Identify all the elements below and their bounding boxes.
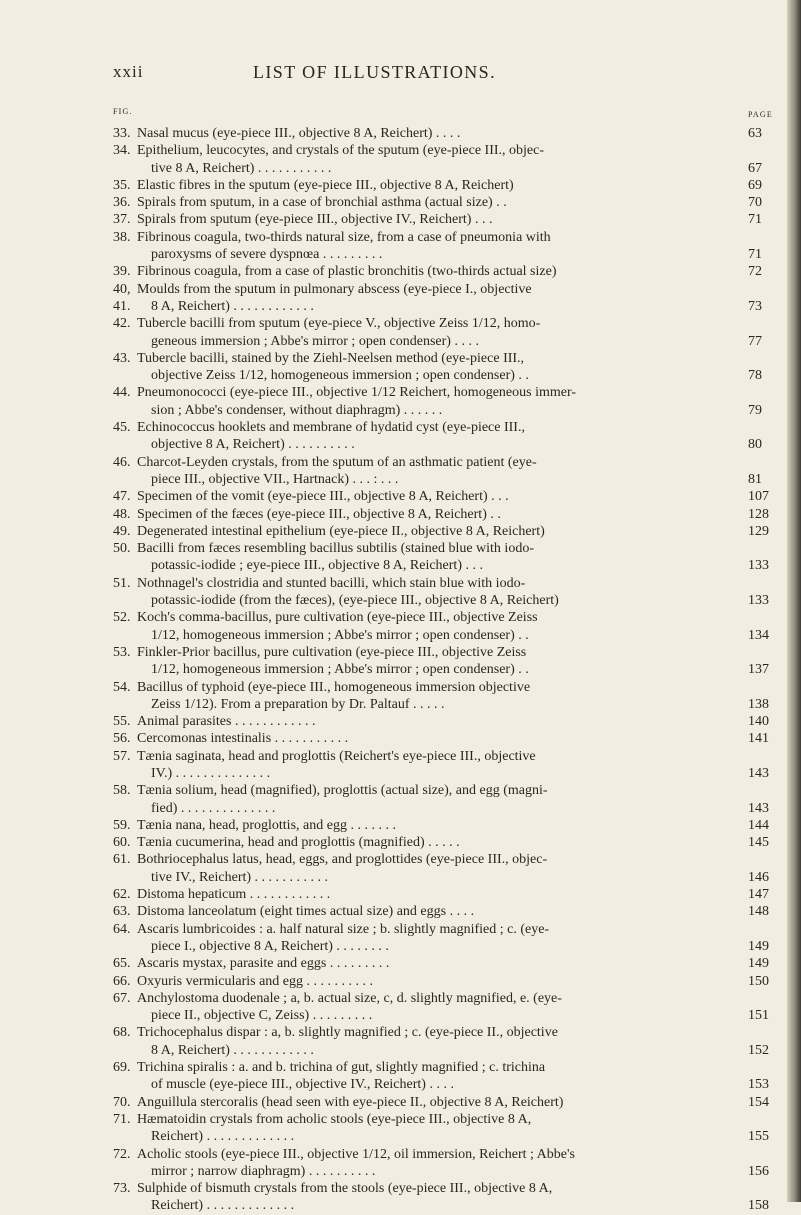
page-number: 144 bbox=[748, 817, 769, 833]
page-number: 149 bbox=[748, 938, 769, 954]
caption-line: Animal parasites . . . . . . . . . . . . bbox=[137, 714, 316, 730]
page-number: 156 bbox=[748, 1163, 769, 1179]
caption-line: Charcot-Leyden crystals, from the sputum of an asthmatic patient (eye- bbox=[137, 454, 537, 470]
page-number: 140 bbox=[748, 714, 769, 730]
figure-number: 53. bbox=[113, 644, 131, 660]
figure-number: 57. bbox=[113, 748, 131, 764]
figure-number: 43. bbox=[113, 350, 131, 366]
list-item bbox=[0, 506, 801, 523]
caption-line: Spirals from sputum, in a case of bronchial asthma (actual size) . . bbox=[137, 195, 507, 211]
fig-column-label: FIG. bbox=[113, 107, 133, 116]
page-column-label: PAGE bbox=[748, 110, 773, 119]
list-item bbox=[0, 1059, 801, 1094]
caption-line: Bothriocephalus latus, head, eggs, and proglottides (eye-piece III., objec- bbox=[137, 852, 548, 868]
page-number: 71 bbox=[748, 212, 762, 228]
list-item bbox=[0, 211, 801, 228]
list-item bbox=[0, 903, 801, 920]
caption-line: Tubercle bacilli from sputum (eye-piece V., objective Zeiss 1/12, homo- bbox=[137, 316, 541, 332]
figure-caption bbox=[137, 609, 737, 644]
caption-line: geneous immersion ; Abbe's mirror ; open condenser) . . . . bbox=[151, 333, 479, 349]
caption-line: Tænia saginata, head and proglottis (Reichert's eye-piece III., objective bbox=[137, 748, 536, 764]
page-number: 107 bbox=[748, 489, 769, 505]
figure-number: 58. bbox=[113, 783, 131, 799]
list-item bbox=[0, 488, 801, 505]
caption-line: Cercomonas intestinalis . . . . . . . . . . . bbox=[137, 731, 349, 747]
figure-number: 68. bbox=[113, 1025, 131, 1041]
caption-line: Elastic fibres in the sputum (eye-piece III., objective 8 A, Reichert) bbox=[137, 177, 514, 193]
list-item bbox=[0, 973, 801, 990]
figure-number: 42. bbox=[113, 316, 131, 332]
page-number: 151 bbox=[748, 1008, 769, 1024]
figure-caption bbox=[137, 713, 737, 730]
figure-number: 36. bbox=[113, 195, 131, 211]
page-number: 73 bbox=[748, 298, 762, 314]
caption-line: Finkler-Prior bacillus, pure cultivation (eye-piece III., objective Zeiss bbox=[137, 644, 527, 660]
list-item bbox=[0, 713, 801, 730]
figure-caption bbox=[137, 177, 737, 194]
illustration-list bbox=[0, 125, 801, 1215]
page-number: 147 bbox=[748, 887, 769, 903]
caption-line: potassic-iodide ; eye-piece III., objective 8 A, Reichert) . . . bbox=[151, 558, 483, 574]
figure-caption bbox=[137, 506, 737, 523]
caption-line: Reichert) . . . . . . . . . . . . . bbox=[151, 1198, 295, 1214]
figure-number: 45. bbox=[113, 420, 131, 436]
list-item bbox=[0, 1146, 801, 1181]
page-number: 153 bbox=[748, 1077, 769, 1093]
caption-line: 8 A, Reichert) . . . . . . . . . . . . bbox=[151, 298, 314, 314]
caption-line: Sulphide of bismuth crystals from the stools (eye-piece III., objective 8 A, bbox=[137, 1181, 553, 1197]
caption-line: tive IV., Reichert) . . . . . . . . . . . bbox=[151, 869, 329, 885]
caption-line: Spirals from sputum (eye-piece III., objective IV., Reichert) . . . bbox=[137, 212, 493, 228]
figure-caption bbox=[137, 679, 737, 714]
list-item bbox=[0, 194, 801, 211]
caption-line: Echinococcus hooklets and membrane of hydatid cyst (eye-piece III., bbox=[137, 420, 525, 436]
page-number: 150 bbox=[748, 973, 769, 989]
page-number: 72 bbox=[748, 264, 762, 280]
figure-caption bbox=[137, 384, 737, 419]
caption-line: Oxyuris vermicularis and egg . . . . . . . . . . bbox=[137, 973, 374, 989]
caption-line: Hæmatoidin crystals from acholic stools (eye-piece III., objective 8 A, bbox=[137, 1111, 532, 1127]
figure-caption bbox=[137, 523, 737, 540]
list-item bbox=[0, 281, 801, 316]
figure-number: 67. bbox=[113, 990, 131, 1006]
caption-line: Anchylostoma duodenale ; a, b. actual size, c, d. slightly magnified, e. (eye- bbox=[137, 990, 562, 1006]
figure-caption bbox=[137, 575, 737, 610]
page-folio: xxii bbox=[113, 62, 144, 81]
running-title: LIST OF ILLUSTRATIONS. bbox=[253, 62, 496, 82]
page-number: 143 bbox=[748, 765, 769, 781]
figure-caption bbox=[137, 644, 737, 679]
figure-number: 69. bbox=[113, 1060, 131, 1076]
figure-number: 35. bbox=[113, 177, 131, 193]
figure-caption bbox=[137, 903, 737, 920]
caption-line: Reichert) . . . . . . . . . . . . . bbox=[151, 1129, 295, 1145]
caption-line: Anguillula stercoralis (head seen with eye-piece II., objective 8 A, Reichert) bbox=[137, 1094, 564, 1110]
caption-line: Specimen of the fæces (eye-piece III., objective 8 A, Reichert) . . bbox=[137, 506, 501, 522]
caption-line: Distoma hepaticum . . . . . . . . . . . . bbox=[137, 887, 331, 903]
page-number: 81 bbox=[748, 471, 762, 487]
caption-line: Degenerated intestinal epithelium (eye-piece II., objective 8 A, Reichert) bbox=[137, 523, 545, 539]
page-number: 146 bbox=[748, 869, 769, 885]
caption-line: Tænia nana, head, proglottis, and egg . . . . . . . bbox=[137, 817, 396, 833]
list-item bbox=[0, 142, 801, 177]
figure-caption bbox=[137, 834, 737, 851]
figure-caption bbox=[137, 1111, 737, 1146]
figure-number: 55. bbox=[113, 714, 131, 730]
list-item bbox=[0, 125, 801, 142]
figure-number: 59. bbox=[113, 817, 131, 833]
caption-line: Distoma lanceolatum (eight times actual size) and eggs . . . . bbox=[137, 904, 475, 920]
list-item bbox=[0, 177, 801, 194]
figure-caption bbox=[137, 454, 737, 489]
caption-line: Trichocephalus dispar : a, b. slightly magnified ; c. (eye-piece II., objective bbox=[137, 1025, 558, 1041]
page-number: 133 bbox=[748, 558, 769, 574]
figure-number: 66. bbox=[113, 973, 131, 989]
figure-caption bbox=[137, 263, 737, 280]
figure-number: 71. bbox=[113, 1111, 131, 1127]
list-item bbox=[0, 851, 801, 886]
figure-caption bbox=[137, 730, 737, 747]
list-item bbox=[0, 315, 801, 350]
caption-line: Bacilli from fæces resembling bacillus subtilis (stained blue with iodo- bbox=[137, 541, 534, 557]
caption-line: Nothnagel's clostridia and stunted bacilli, which stain blue with iodo- bbox=[137, 575, 526, 591]
caption-line: mirror ; narrow diaphragm) . . . . . . . . . . bbox=[151, 1163, 376, 1179]
page-number: 70 bbox=[748, 195, 762, 211]
figure-caption bbox=[137, 955, 737, 972]
figure-number: 64. bbox=[113, 921, 131, 937]
figure-number: 52. bbox=[113, 610, 131, 626]
page-header bbox=[0, 62, 801, 86]
caption-line: Ascaris mystax, parasite and eggs . . . . . . . . . bbox=[137, 956, 390, 972]
caption-line: 8 A, Reichert) . . . . . . . . . . . . bbox=[151, 1042, 314, 1058]
caption-line: piece II., objective C, Zeiss) . . . . . . . . . bbox=[151, 1008, 373, 1024]
list-item bbox=[0, 644, 801, 679]
list-item bbox=[0, 609, 801, 644]
caption-line: Acholic stools (eye-piece III., objective 1/12, oil immersion, Reichert ; Abbe's bbox=[137, 1146, 575, 1162]
caption-line: Trichina spiralis : a. and b. trichina of gut, slightly magnified ; c. trichina bbox=[137, 1060, 546, 1076]
list-item bbox=[0, 1024, 801, 1059]
caption-line: Fibrinous coagula, two-thirds natural size, from a case of pneumonia with bbox=[137, 229, 551, 245]
page-number: 138 bbox=[748, 696, 769, 712]
figure-caption bbox=[137, 419, 737, 454]
page-number: 154 bbox=[748, 1094, 769, 1110]
caption-line: IV.) . . . . . . . . . . . . . . bbox=[151, 765, 271, 781]
list-item bbox=[0, 419, 801, 454]
page-number: 129 bbox=[748, 523, 769, 539]
caption-line: objective 8 A, Reichert) . . . . . . . . . . bbox=[151, 437, 355, 453]
list-item bbox=[0, 1094, 801, 1111]
list-item bbox=[0, 921, 801, 956]
figure-caption bbox=[137, 540, 737, 575]
page-number: 148 bbox=[748, 904, 769, 920]
page-number: 143 bbox=[748, 800, 769, 816]
figure-caption bbox=[137, 990, 737, 1025]
figure-number: 61. bbox=[113, 852, 131, 868]
figure-number: 50. bbox=[113, 541, 131, 557]
caption-line: Specimen of the vomit (eye-piece III., objective 8 A, Reichert) . . . bbox=[137, 489, 509, 505]
list-item bbox=[0, 782, 801, 817]
caption-line: piece III., objective VII., Hartnack) . . . : . . . bbox=[151, 471, 399, 487]
figure-number: 37. bbox=[113, 212, 131, 228]
figure-caption bbox=[137, 782, 737, 817]
figure-caption bbox=[137, 488, 737, 505]
list-item bbox=[0, 1111, 801, 1146]
page-number: 155 bbox=[748, 1129, 769, 1145]
figure-caption bbox=[137, 229, 737, 264]
figure-caption bbox=[137, 1180, 737, 1215]
page-number: 128 bbox=[748, 506, 769, 522]
caption-line: Tænia cucumerina, head and proglottis (magnified) . . . . . bbox=[137, 835, 460, 851]
page-number: 134 bbox=[748, 627, 769, 643]
caption-line: 1/12, homogeneous immersion ; Abbe's mirror ; open condenser) . . bbox=[151, 627, 529, 643]
figure-caption bbox=[137, 1059, 737, 1094]
column-headings bbox=[0, 107, 801, 119]
page-number: 152 bbox=[748, 1042, 769, 1058]
page-number: 67 bbox=[748, 160, 762, 176]
figure-caption bbox=[137, 1094, 737, 1111]
page-number: 149 bbox=[748, 956, 769, 972]
figure-caption bbox=[137, 211, 737, 228]
figure-number: 49. bbox=[113, 523, 131, 539]
figure-number: 48. bbox=[113, 506, 131, 522]
list-item bbox=[0, 886, 801, 903]
figure-number: 54. bbox=[113, 679, 131, 695]
page-number: 63 bbox=[748, 126, 762, 141]
figure-number: 46. bbox=[113, 454, 131, 470]
caption-line: Pneumonococci (eye-piece III., objective 1/12 Reichert, homogeneous immer- bbox=[137, 385, 577, 401]
page-number: 133 bbox=[748, 593, 769, 609]
figure-caption bbox=[137, 194, 737, 211]
figure-number: 39. bbox=[113, 264, 131, 280]
figure-number: 34. bbox=[113, 143, 131, 159]
page-number: 69 bbox=[748, 177, 762, 193]
figure-caption bbox=[137, 125, 737, 142]
page-number: 145 bbox=[748, 835, 769, 851]
figure-caption bbox=[137, 851, 737, 886]
figure-number: 44. bbox=[113, 385, 131, 401]
figure-caption bbox=[137, 1146, 737, 1181]
figure-caption bbox=[137, 315, 737, 350]
figure-number: 56. bbox=[113, 731, 131, 747]
caption-line: Moulds from the sputum in pulmonary abscess (eye-piece I., objective bbox=[137, 281, 532, 297]
list-item bbox=[0, 454, 801, 489]
figure-number: 62. bbox=[113, 887, 131, 903]
figure-caption bbox=[137, 921, 737, 956]
figure-caption bbox=[137, 1024, 737, 1059]
page-number: 137 bbox=[748, 662, 769, 678]
figure-caption bbox=[137, 142, 737, 177]
figure-number: 63. bbox=[113, 904, 131, 920]
figure-caption bbox=[137, 817, 737, 834]
page-number: 141 bbox=[748, 731, 769, 747]
caption-line: of muscle (eye-piece III., objective IV., Reichert) . . . . bbox=[151, 1077, 454, 1093]
page-number: 79 bbox=[748, 402, 762, 418]
caption-line: Zeiss 1/12). From a preparation by Dr. Paltauf . . . . . bbox=[151, 696, 445, 712]
figure-caption bbox=[137, 350, 737, 385]
caption-line: sion ; Abbe's condenser, without diaphragm) . . . . . . bbox=[151, 402, 443, 418]
caption-line: Tubercle bacilli, stained by the Ziehl-Neelsen method (eye-piece III., bbox=[137, 350, 525, 366]
list-item bbox=[0, 229, 801, 264]
list-item bbox=[0, 748, 801, 783]
list-item bbox=[0, 1180, 801, 1215]
list-item bbox=[0, 263, 801, 280]
page-number: 71 bbox=[748, 247, 762, 263]
list-item bbox=[0, 575, 801, 610]
caption-line: Bacillus of typhoid (eye-piece III., homogeneous immersion objective bbox=[137, 679, 531, 695]
caption-line: potassic-iodide (from the fæces), (eye-piece III., objective 8 A, Reichert) bbox=[151, 593, 559, 609]
list-item bbox=[0, 834, 801, 851]
figure-number: 65. bbox=[113, 956, 131, 972]
figure-number: 47. bbox=[113, 489, 131, 505]
caption-line: objective Zeiss 1/12, homogeneous immersion ; open condenser) . . bbox=[151, 368, 529, 384]
figure-number: 70. bbox=[113, 1094, 131, 1110]
caption-line: fied) . . . . . . . . . . . . . . bbox=[151, 800, 276, 816]
caption-line: 1/12, homogeneous immersion ; Abbe's mirror ; open condenser) . . bbox=[151, 662, 529, 678]
caption-line: tive 8 A, Reichert) . . . . . . . . . . . bbox=[151, 160, 332, 176]
caption-line: Ascaris lumbricoides : a. half natural size ; b. slightly magnified ; c. (eye- bbox=[137, 921, 550, 937]
list-item bbox=[0, 679, 801, 714]
caption-line: Epithelium, leucocytes, and crystals of the sputum (eye-piece III., objec- bbox=[137, 143, 545, 159]
list-item bbox=[0, 817, 801, 834]
figure-caption bbox=[137, 886, 737, 903]
page-number: 158 bbox=[748, 1198, 769, 1214]
list-item bbox=[0, 523, 801, 540]
figure-number: 33. bbox=[113, 126, 131, 141]
list-item bbox=[0, 540, 801, 575]
caption-line: Tænia solium, head (magnified), proglottis (actual size), and egg (magni- bbox=[137, 783, 548, 799]
list-item bbox=[0, 955, 801, 972]
list-item bbox=[0, 350, 801, 385]
figure-number: 72. bbox=[113, 1146, 131, 1162]
page-number: 80 bbox=[748, 437, 762, 453]
figure-number: 51. bbox=[113, 575, 131, 591]
figure-number: 60. bbox=[113, 835, 131, 851]
figure-caption bbox=[137, 281, 737, 316]
caption-line: Koch's comma-bacillus, pure cultivation (eye-piece III., objective Zeiss bbox=[137, 610, 538, 626]
caption-line: Nasal mucus (eye-piece III., objective 8 A, Reichert) . . . . bbox=[137, 126, 461, 141]
list-item bbox=[0, 384, 801, 419]
figure-caption bbox=[137, 748, 737, 783]
list-item bbox=[0, 990, 801, 1025]
figure-number: 73. bbox=[113, 1181, 131, 1197]
page-number: 77 bbox=[748, 333, 762, 349]
page-number: 78 bbox=[748, 368, 762, 384]
caption-line: piece I., objective 8 A, Reichert) . . . . . . . . bbox=[151, 938, 389, 954]
figure-number: 38. bbox=[113, 229, 131, 245]
list-item bbox=[0, 730, 801, 747]
caption-line: Fibrinous coagula, from a case of plastic bronchitis (two-thirds actual size) bbox=[137, 264, 557, 280]
caption-line: paroxysms of severe dyspnœa . . . . . . . . . bbox=[151, 247, 383, 263]
figure-caption bbox=[137, 973, 737, 990]
figure-number: 40, 41. bbox=[113, 281, 131, 314]
